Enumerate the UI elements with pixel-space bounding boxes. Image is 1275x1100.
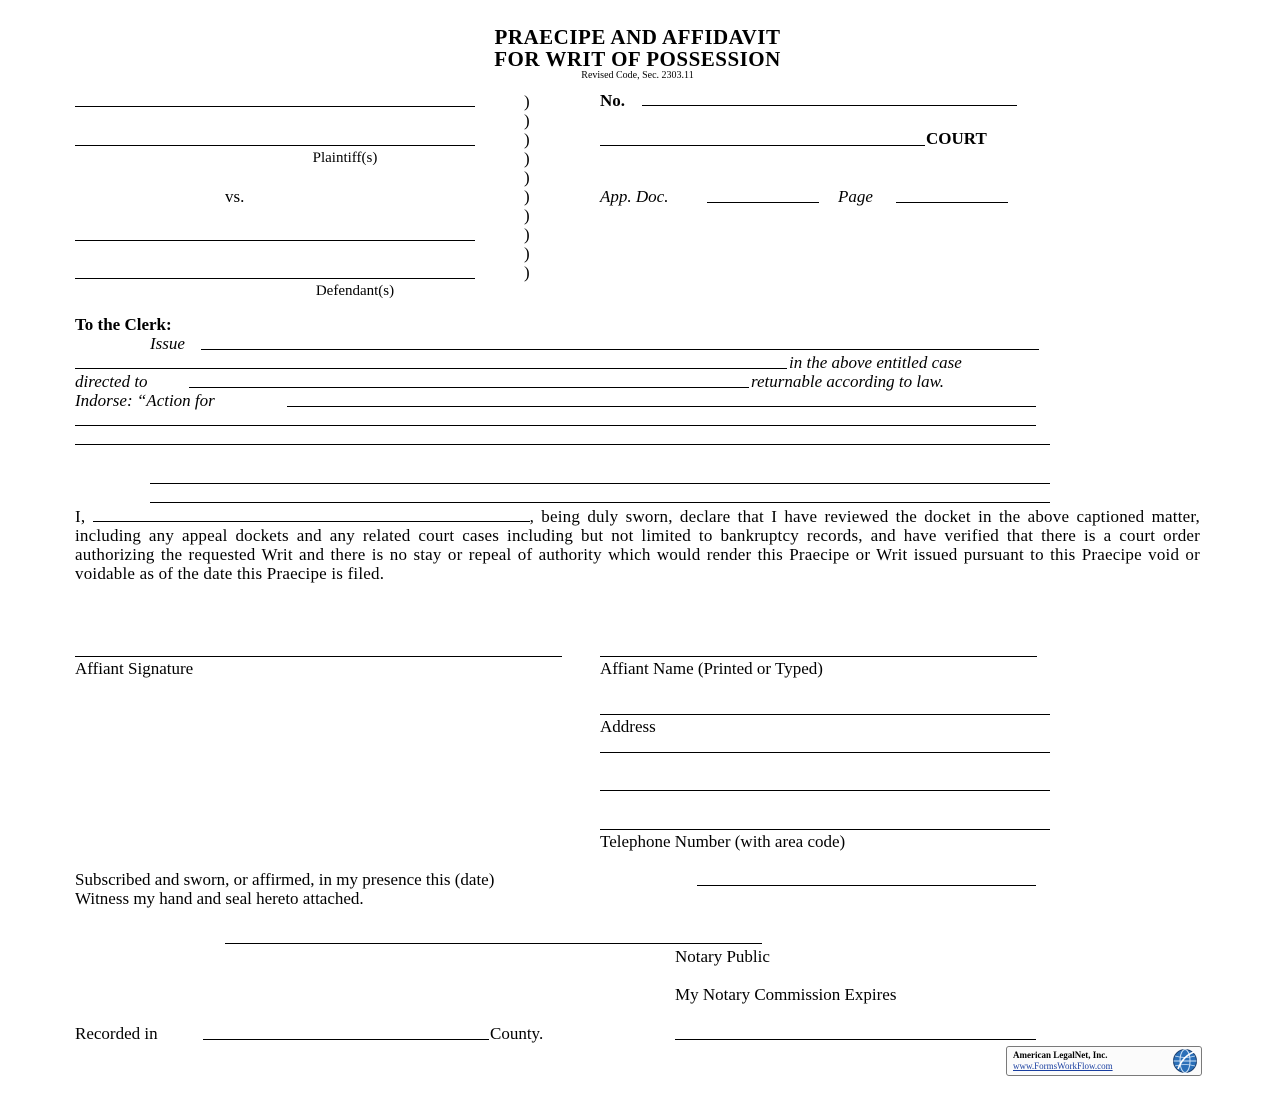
defendant-label: Defendant(s) [315,283,395,299]
affidavit-text: , being duly sworn, declare that I have reviewed the docket in the above captioned matter, including any appeal dockets and any related court cases including but not limited to bankruptcy records, and have verified that there is a court order authorizing the requested Writ and there is no stay or repeal of authority which would render this Praecipe or Writ issued pursuant to this Praecipe void or voidable as of the date this Praecipe is filed. [75,507,1201,583]
plaintiff-line-2[interactable] [75,145,475,146]
directed-to-field[interactable] [189,387,749,388]
issue-field-continued[interactable] [75,368,787,369]
returnable-text: returnable according to law. [751,372,944,391]
commission-expires-label: My Notary Commission Expires [675,985,897,1004]
witness-text: Witness my hand and seal hereto attached. [75,889,364,908]
address-line-3[interactable] [600,790,1050,791]
county-field[interactable] [203,1039,489,1040]
caption-paren: ) [524,111,530,130]
globe-icon [1172,1048,1198,1074]
telephone-label: Telephone Number (with area code) [600,832,846,851]
address-line-1[interactable] [600,714,1050,715]
defendant-line-2[interactable] [75,278,475,279]
notary-signature-line[interactable] [225,943,762,944]
versus-label: vs. [225,187,245,206]
issue-field[interactable] [201,349,1039,350]
affiant-signature-label: Affiant Signature [75,659,194,678]
caption-paren: ) [524,225,530,244]
indorse-field-line-5[interactable] [150,502,1050,503]
form-title-line-1: PRAECIPE AND AFFIDAVIT [494,25,781,49]
company-url-link[interactable]: www.FormsWorkFlow.com [1013,1061,1113,1071]
issue-label: Issue [150,334,185,353]
recorded-in-label: Recorded in [75,1024,158,1043]
caption-paren: ) [524,206,530,225]
form-title-line-2: FOR WRIT OF POSSESSION [494,47,781,71]
caption-paren: ) [524,263,530,282]
caption-paren: ) [524,244,530,263]
entitled-case-text: in the above entitled case [789,353,962,372]
caption-paren: ) [524,92,530,111]
affidavit-start: I, [75,507,86,526]
affiant-name-line[interactable] [600,656,1037,657]
affiant-name-label: Affiant Name (Printed or Typed) [600,659,823,678]
subscribed-text: Subscribed and sworn, or affirmed, in my presence this (date) [75,870,495,889]
plaintiff-label: Plaintiff(s) [312,150,378,166]
sworn-date-field[interactable] [697,885,1036,886]
legalnet-logo[interactable] [1006,1046,1202,1076]
app-doc-field[interactable] [707,202,819,203]
caption-paren: ) [524,149,530,168]
caption-paren: ) [524,187,530,206]
directed-to-label: directed to [75,372,148,391]
commission-expiry-field[interactable] [675,1039,1036,1040]
indorse-field-line-3[interactable] [75,444,1050,445]
affiant-name-inline-field[interactable] [93,521,530,522]
indorse-field-line-2[interactable] [75,425,1036,426]
page-field[interactable] [896,202,1008,203]
indorse-field-line-4[interactable] [150,483,1050,484]
notary-public-label: Notary Public [675,947,770,966]
indorse-label: Indorse: “Action for [75,391,215,410]
affiant-signature-line[interactable] [75,656,562,657]
indorse-field[interactable] [287,406,1036,407]
address-label: Address [600,717,656,736]
app-doc-label: App. Doc. [600,187,669,206]
case-number-field[interactable] [642,105,1017,106]
defendant-line-1[interactable] [75,240,475,241]
clerk-heading: To the Clerk: [75,315,172,334]
address-line-2[interactable] [600,752,1050,753]
court-label: COURT [926,129,987,148]
county-label: County. [490,1024,544,1043]
company-name: American LegalNet, Inc. [1013,1050,1108,1060]
telephone-line[interactable] [600,829,1050,830]
statute-reference: Revised Code, Sec. 2303.11 [581,70,694,81]
plaintiff-line-1[interactable] [75,106,475,107]
affidavit-paragraph [75,507,1200,583]
court-name-field[interactable] [600,145,925,146]
page-label: Page [838,187,873,206]
caption-paren: ) [524,168,530,187]
case-number-label: No. [600,91,626,110]
caption-paren: ) [524,130,530,149]
